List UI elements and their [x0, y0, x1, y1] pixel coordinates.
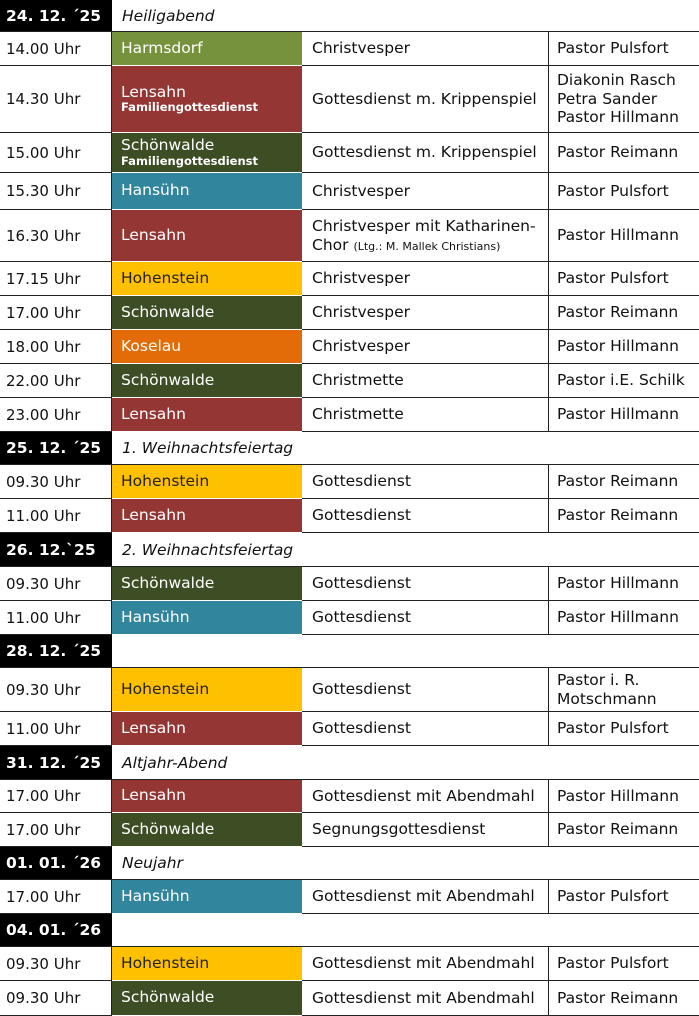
pastor-name: Pastor Pulsfort [557, 39, 669, 58]
service-row [0, 465, 699, 499]
pastor-name: Pastor Reimann [557, 143, 679, 162]
location-cell [112, 601, 302, 635]
service-text-wrap [312, 303, 410, 322]
service-name: Christvesper [312, 303, 411, 322]
service-cell [302, 133, 549, 173]
service-row [0, 32, 699, 66]
time-cell: 17.00 Uhr [0, 880, 112, 914]
date-header-row [0, 746, 699, 780]
location-cell [112, 499, 302, 533]
service-row [0, 262, 699, 296]
pastor-name: Pastor Hillmann [557, 574, 679, 593]
location-name: Schönwalde [121, 573, 215, 592]
service-name: Christvesper [312, 269, 411, 288]
time-cell: 17.15 Uhr [0, 262, 112, 296]
service-name: Christvesper [312, 181, 411, 200]
service-text-wrap [312, 182, 410, 201]
service-cell [302, 364, 549, 398]
service-row [0, 210, 699, 262]
service-cell [302, 66, 549, 133]
time-cell: 11.00 Uhr [0, 499, 112, 533]
date-header-row [0, 533, 699, 567]
location-cell [112, 465, 302, 499]
pastor-cell [549, 210, 699, 262]
pastor-cell [549, 32, 699, 66]
pastor-name: Pastor i.E. Schilk [557, 371, 685, 390]
pastor-cell [549, 173, 699, 210]
service-cell [302, 398, 549, 432]
pastor-name: Pastor Pulsfort [557, 719, 669, 738]
location-subtitle: Familiengottesdienst [121, 100, 259, 115]
date-header-row [0, 432, 699, 465]
location-cell [112, 364, 302, 398]
service-cell [302, 947, 549, 981]
time-cell: 09.30 Uhr [0, 981, 112, 1016]
service-text-wrap [312, 337, 410, 356]
time-cell: 15.00 Uhr [0, 133, 112, 173]
location-cell [112, 133, 302, 173]
day-title [112, 635, 699, 668]
location-cell [112, 567, 302, 601]
location-cell [112, 880, 302, 914]
service-row [0, 133, 699, 173]
time-cell: 09.30 Uhr [0, 567, 112, 601]
time-cell: 11.00 Uhr [0, 601, 112, 635]
location-name: Hansühn [121, 181, 190, 200]
service-cell [302, 567, 549, 601]
pastor-cell [549, 364, 699, 398]
service-text-wrap [312, 472, 411, 491]
service-name: Gottesdienst [312, 574, 411, 593]
day-title [112, 914, 699, 947]
service-name: Gottesdienst mit Abendmahl [312, 954, 535, 973]
location-name: Hohenstein [121, 471, 210, 490]
service-cell [302, 780, 549, 813]
service-text-wrap [312, 574, 411, 593]
service-text-wrap [312, 39, 410, 58]
service-row [0, 398, 699, 432]
pastor-cell [549, 499, 699, 533]
location-subtitle: Familiengottesdienst [121, 153, 259, 168]
pastor-name: Pastor Reimann [557, 820, 679, 839]
service-name: Christvesper [312, 39, 411, 58]
pastor-cell [549, 567, 699, 601]
service-name: Gottesdienst [312, 608, 411, 627]
pastor-cell [549, 880, 699, 914]
time-cell: 09.30 Uhr [0, 947, 112, 981]
service-row [0, 668, 699, 712]
service-row [0, 330, 699, 364]
location-name: Lensahn [121, 786, 186, 805]
service-cell [302, 601, 549, 635]
service-name: Christvesper [312, 337, 411, 356]
service-name: Gottesdienst [312, 680, 411, 699]
date-label: 04. 01. ´26 [0, 914, 112, 947]
time-cell: 11.00 Uhr [0, 712, 112, 746]
pastor-name: Pastor Reimann [557, 988, 679, 1007]
service-row [0, 981, 699, 1016]
location-name: Lensahn [121, 225, 186, 244]
location-cell [112, 210, 302, 262]
pastor-name: Pastor Pulsfort [557, 269, 669, 288]
time-cell: 17.00 Uhr [0, 780, 112, 813]
service-cell [302, 813, 549, 847]
service-text-wrap [312, 989, 535, 1008]
time-cell: 14.00 Uhr [0, 32, 112, 66]
service-row [0, 712, 699, 746]
service-cell [302, 668, 549, 712]
service-text-wrap [312, 820, 485, 839]
location-name: Schönwalde [121, 819, 215, 838]
service-name: Gottesdienst [312, 719, 411, 738]
location-cell [112, 813, 302, 847]
service-name: Christmette [312, 405, 404, 424]
time-cell: 22.00 Uhr [0, 364, 112, 398]
day-title: 2. Weihnachtsfeiertag [112, 533, 699, 567]
pastor-name: Pastor Reimann [557, 506, 679, 525]
pastor-cell [549, 601, 699, 635]
service-name: Christvesper mit Katharinen- Chor [312, 216, 536, 254]
service-row [0, 947, 699, 981]
service-row [0, 173, 699, 210]
location-name: Hohenstein [121, 268, 210, 287]
day-title: Altjahr-Abend [112, 746, 699, 780]
date-label: 26. 12.`25 [0, 533, 112, 567]
service-cell [302, 880, 549, 914]
service-name: Segnungsgottesdienst [312, 820, 486, 839]
pastor-cell [549, 465, 699, 499]
service-name: Christmette [312, 371, 404, 390]
location-cell [112, 947, 302, 981]
pastor-name: Pastor Hillmann [557, 405, 679, 424]
service-cell [302, 981, 549, 1016]
location-cell [112, 780, 302, 813]
pastor-cell [549, 780, 699, 813]
location-cell [112, 712, 302, 746]
pastor-cell [549, 712, 699, 746]
date-header-row [0, 847, 699, 880]
pastor-name: Pastor i. R. Motschmann [557, 670, 657, 708]
location-cell [112, 173, 302, 210]
pastor-name: Pastor Pulsfort [557, 887, 669, 906]
pastor-cell [549, 398, 699, 432]
location-cell [112, 398, 302, 432]
service-text-wrap [312, 90, 537, 109]
date-header-row [0, 0, 699, 32]
date-header-row [0, 914, 699, 947]
service-text-wrap [312, 608, 411, 627]
service-cell [302, 210, 549, 262]
service-cell [302, 296, 549, 330]
pastor-name: Pastor Reimann [557, 472, 679, 491]
service-row [0, 364, 699, 398]
pastor-name: Pastor Reimann [557, 303, 679, 322]
location-name: Lensahn [121, 505, 186, 524]
date-label: 28. 12. ´25 [0, 635, 112, 668]
location-name: Schönwalde [121, 136, 215, 155]
time-cell: 18.00 Uhr [0, 330, 112, 364]
date-label: 24. 12. ´25 [0, 0, 112, 32]
service-text-wrap [312, 954, 535, 973]
time-cell: 17.00 Uhr [0, 813, 112, 847]
service-row [0, 567, 699, 601]
location-name: Hohenstein [121, 953, 210, 972]
pastor-cell [549, 133, 699, 173]
service-cell [302, 173, 549, 210]
service-text-wrap [312, 680, 411, 699]
service-row [0, 880, 699, 914]
pastor-cell [549, 330, 699, 364]
service-cell [302, 712, 549, 746]
service-row [0, 66, 699, 133]
date-label: 01. 01. ´26 [0, 847, 112, 880]
pastor-cell [549, 813, 699, 847]
location-name: Hansühn [121, 607, 190, 626]
time-cell: 09.30 Uhr [0, 668, 112, 712]
pastor-cell [549, 668, 699, 712]
service-row [0, 601, 699, 635]
service-text-wrap [312, 217, 536, 254]
date-header-row [0, 635, 699, 668]
location-cell [112, 32, 302, 66]
pastor-cell [549, 262, 699, 296]
day-title: Neujahr [112, 847, 699, 880]
location-name: Koselau [121, 336, 182, 355]
service-text-wrap [312, 269, 410, 288]
location-name: Lensahn [121, 404, 186, 423]
service-note: (Ltg.: M. Mallek Christians) [353, 239, 501, 253]
service-row [0, 499, 699, 533]
day-title: 1. Weihnachtsfeiertag [112, 432, 699, 465]
service-text-wrap [312, 887, 535, 906]
pastor-name: Pastor Pulsfort [557, 181, 669, 200]
location-name: Hohenstein [121, 679, 210, 698]
location-name: Harmsdorf [121, 38, 203, 57]
service-text-wrap [312, 371, 404, 390]
service-cell [302, 32, 549, 66]
service-name: Gottesdienst [312, 472, 411, 491]
service-cell [302, 499, 549, 533]
location-cell [112, 981, 302, 1016]
pastor-name: Pastor Hillmann [557, 226, 679, 245]
location-name: Lensahn [121, 82, 186, 101]
service-row [0, 296, 699, 330]
pastor-cell [549, 947, 699, 981]
service-cell [302, 330, 549, 364]
service-name: Gottesdienst m. Krippenspiel [312, 89, 537, 108]
service-name: Gottesdienst mit Abendmahl [312, 988, 535, 1007]
service-text-wrap [312, 787, 535, 806]
pastor-name: Pastor Hillmann [557, 786, 679, 805]
location-cell [112, 668, 302, 712]
time-cell: 23.00 Uhr [0, 398, 112, 432]
service-text-wrap [312, 506, 411, 525]
pastor-cell [549, 981, 699, 1016]
pastor-name: Pastor Hillmann [557, 608, 679, 627]
service-cell [302, 262, 549, 296]
day-title: Heiligabend [112, 0, 699, 32]
pastor-cell [549, 296, 699, 330]
service-cell [302, 465, 549, 499]
service-row [0, 780, 699, 813]
location-cell [112, 66, 302, 133]
date-label: 25. 12. ´25 [0, 432, 112, 465]
pastor-cell [549, 66, 699, 133]
time-cell: 17.00 Uhr [0, 296, 112, 330]
service-name: Gottesdienst m. Krippenspiel [312, 143, 537, 162]
pastor-name: Pastor Hillmann [557, 337, 679, 356]
location-cell [112, 330, 302, 364]
service-text-wrap [312, 405, 404, 424]
pastor-name: Pastor Pulsfort [557, 954, 669, 973]
location-name: Schönwalde [121, 988, 215, 1007]
service-text-wrap [312, 719, 411, 738]
location-name: Lensahn [121, 718, 186, 737]
service-text-wrap [312, 143, 537, 162]
time-cell: 15.30 Uhr [0, 173, 112, 210]
location-cell [112, 296, 302, 330]
location-cell [112, 262, 302, 296]
location-name: Hansühn [121, 886, 190, 905]
date-label: 31. 12. ´25 [0, 746, 112, 780]
service-row [0, 813, 699, 847]
location-name: Schönwalde [121, 302, 215, 321]
service-name: Gottesdienst mit Abendmahl [312, 887, 535, 906]
pastor-name: Diakonin Rasch Petra Sander Pastor Hillmann [557, 71, 679, 127]
location-name: Schönwalde [121, 370, 215, 389]
time-cell: 09.30 Uhr [0, 465, 112, 499]
service-name: Gottesdienst mit Abendmahl [312, 786, 535, 805]
service-name: Gottesdienst [312, 506, 411, 525]
time-cell: 14.30 Uhr [0, 66, 112, 133]
time-cell: 16.30 Uhr [0, 210, 112, 262]
